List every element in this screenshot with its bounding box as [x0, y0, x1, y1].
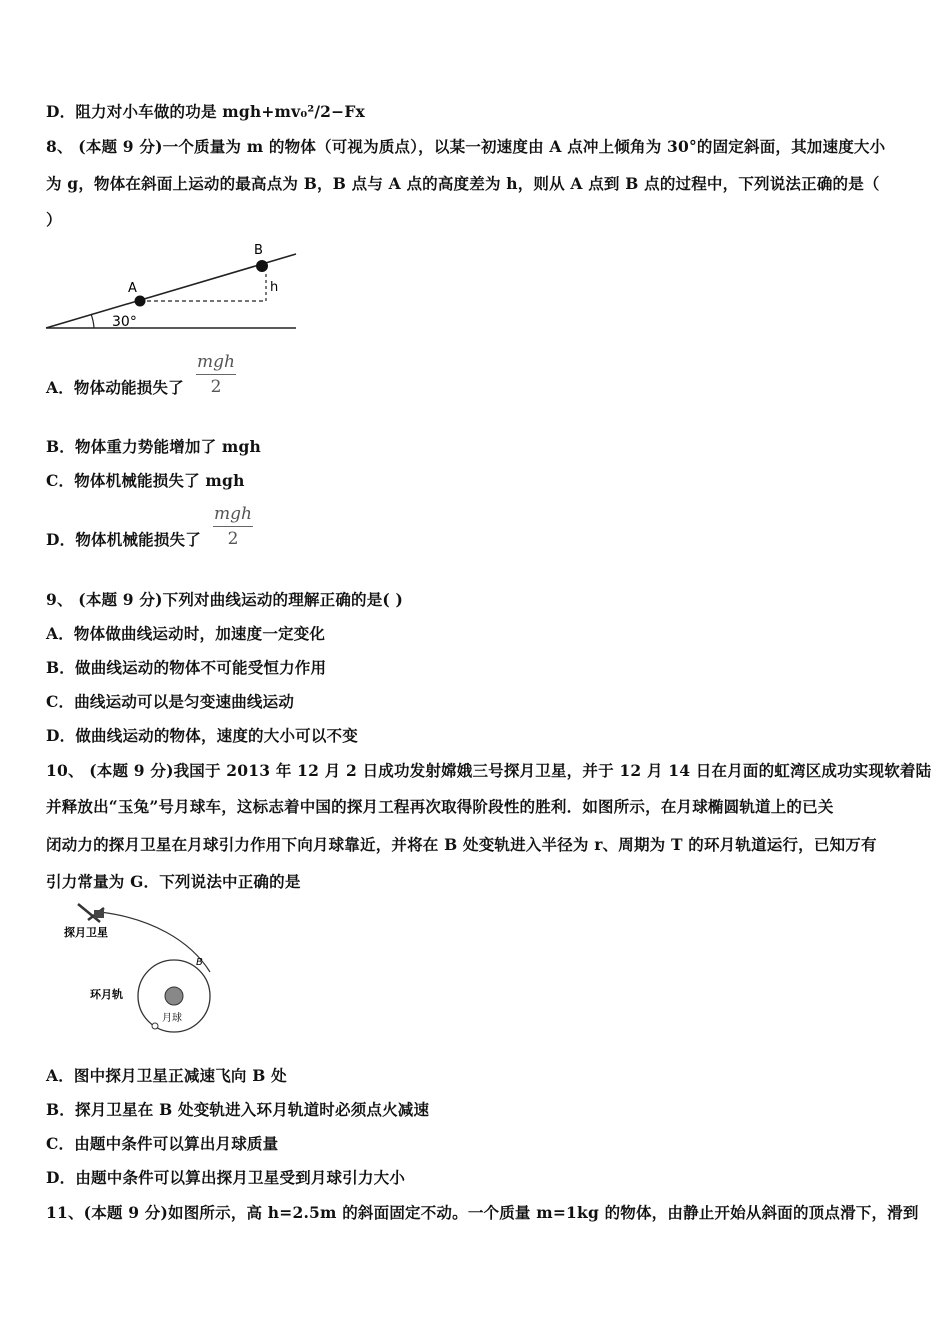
- label-satellite: 探月卫星: [64, 926, 108, 939]
- q8-option-a-fraction: [196, 352, 236, 397]
- fraction-denominator: 2: [227, 529, 239, 549]
- fraction-denominator: 2: [210, 377, 222, 397]
- label-orbit: 环月轨: [90, 988, 123, 1001]
- q8-stem-line3: ）: [46, 210, 62, 229]
- point-a-dot: [135, 296, 146, 307]
- moon-icon: [165, 987, 183, 1005]
- label-b: B: [254, 243, 263, 258]
- satellite-icon: [94, 910, 104, 918]
- q10-stem-line1: 10、 (本题 9 分)我国于 2013 年 12 月 2 日成功发射嫦娥三号探月卫星，并于 12 月 14 日在月面的虹湾区成功实现软着陆: [46, 761, 932, 780]
- fraction-numerator: mgh: [213, 504, 253, 527]
- q11-stem-line1: 11、(本题 9 分)如图所示，高 h=2.5m 的斜面固定不动。一个质量 m=1kg 的物体，由静止开始从斜面的顶点滑下，滑到: [46, 1203, 919, 1222]
- q9-option-c: C．曲线运动可以是匀变速曲线运动: [46, 692, 295, 711]
- q10-option-b: B．探月卫星在 B 处变轨进入环月轨道时必须点火减速: [46, 1100, 430, 1119]
- q8-stem-line2: 为 g，物体在斜面上运动的最高点为 B，B 点与 A 点的高度差为 h，则从 A 点到 B 点的过程中，下列说法正确的是（: [46, 174, 880, 193]
- label-angle: 30°: [112, 314, 137, 330]
- q10-stem-line2: 并释放出“玉兔”号月球车，这标志着中国的探月工程再次取得阶段性的胜利．如图所示，在月球椭圆轨道上的已关: [46, 797, 834, 816]
- q8-option-a: A．物体动能损失了: [46, 378, 184, 397]
- incline-figure: [44, 240, 304, 335]
- q10-stem-line3: 闭动力的探月卫星在月球引力作用下向月球靠近，并将在 B 处变轨进入半径为 r、周期为 T 的环月轨道运行，已知万有: [46, 835, 877, 854]
- lunar-orbit-figure: [60, 900, 230, 1040]
- q10-option-c: C．由题中条件可以算出月球质量: [46, 1134, 279, 1153]
- q7-option-d: D．阻力对小车做的功是 mgh+mv₀²/2−Fx: [46, 102, 365, 121]
- point-b-dot: [256, 260, 268, 272]
- label-moon: 月球: [162, 1013, 182, 1024]
- q8-option-d: D．物体机械能损失了: [46, 530, 201, 549]
- label-a: A: [128, 281, 137, 296]
- fraction-numerator: mgh: [196, 352, 236, 375]
- q9-option-a: A．物体做曲线运动时，加速度一定变化: [46, 624, 326, 643]
- q10-option-a: A．图中探月卫星正减速飞向 B 处: [46, 1066, 287, 1085]
- q9-option-d: D．做曲线运动的物体，速度的大小可以不变: [46, 726, 358, 745]
- q9-stem: 9、 (本题 9 分)下列对曲线运动的理解正确的是( ): [46, 590, 404, 609]
- q8-option-b: B．物体重力势能增加了 mgh: [46, 437, 262, 456]
- q8-option-d-fraction: [213, 504, 253, 549]
- q10-stem-line4: 引力常量为 G．下列说法中正确的是: [46, 872, 301, 891]
- q9-option-b: B．做曲线运动的物体不可能受恒力作用: [46, 658, 327, 677]
- q8-stem-line1: 8、 (本题 9 分)一个质量为 m 的物体（可视为质点），以某一初速度由 A 点冲上倾角为 30°的固定斜面，其加速度大小: [46, 137, 886, 156]
- q10-option-d: D．由题中条件可以算出探月卫星受到月球引力大小: [46, 1168, 406, 1187]
- label-h: h: [270, 280, 279, 295]
- q8-option-c: C．物体机械能损失了 mgh: [46, 471, 245, 490]
- label-b-point: B: [196, 957, 203, 968]
